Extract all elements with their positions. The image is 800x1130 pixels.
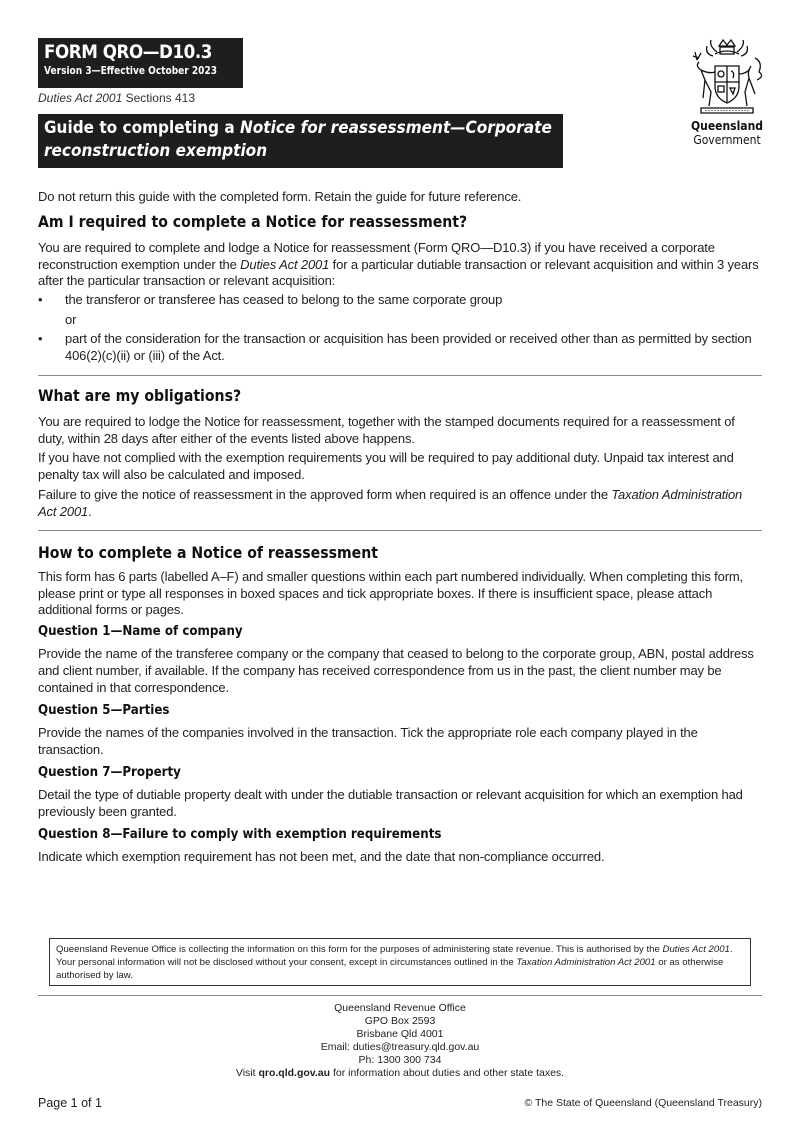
- heading-how-to-complete: How to complete a Notice of reassessment: [38, 543, 378, 562]
- bullet-marker: •: [38, 292, 43, 307]
- contact-phone: Ph: 1300 300 734: [358, 1054, 442, 1066]
- guide-title-box: [38, 114, 563, 168]
- queensland-coat-of-arms-icon: [687, 36, 767, 120]
- privacy-notice-box: Queensland Revenue Office is collecting the information on this form for the purposes of administering state revenue. This is authorised by the Duties Act 2001. Your personal information will not be disclosed without your consent, except in circumstances outlined in the Taxation Administration Act 2001 or as otherwise authorised by law.: [49, 938, 751, 986]
- act-name: Duties Act 2001: [38, 91, 123, 105]
- guide-title-line-2: reconstruction exemption: [44, 141, 268, 161]
- or-text: or: [65, 312, 77, 327]
- question-5-text: Provide the names of the companies involved in the transaction. Tick the appropriate role each company played in the transaction.: [38, 725, 698, 757]
- act-sections: Sections 413: [122, 91, 195, 105]
- contact-visit: Visit qro.qld.gov.au for information about duties and other state taxes.: [235, 1067, 565, 1079]
- contact-office: Queensland Revenue Office: [334, 1002, 466, 1014]
- question-7-text: Detail the type of dutiable property dealt with under the dutiable transaction or relevant acquisition for which an exemption had previously been granted.: [38, 787, 743, 819]
- obligations-paragraph-1: You are required to lodge the Notice for reassessment, together with the stamped documents required for a reassessment of duty, within 28 days after either of the events listed above happens.: [38, 414, 735, 446]
- heading-am-i-required: Am I required to complete a Notice for reassessment?: [38, 212, 468, 231]
- bullet-marker: •: [38, 331, 43, 346]
- how-to-paragraph: This form has 6 parts (labelled A–F) and smaller questions within each part numbered individually. When completing this form, please print or type all responses in boxed spaces and tick appropriate boxes. If there is insufficient space, please attach additional forms or pages.: [38, 569, 744, 617]
- question-8-text: Indicate which exemption requirement has not been met, and the date that non-compliance occurred.: [38, 849, 605, 864]
- contact-city: Brisbane Qld 4001: [356, 1028, 444, 1040]
- act-reference: [38, 91, 195, 105]
- footer-divider: [38, 995, 762, 996]
- contact-email[interactable]: Email: duties@treasury.qld.gov.au: [320, 1041, 480, 1053]
- section-divider: [38, 375, 762, 376]
- copyright: © The State of Queensland (Queensland Treasury): [524, 1097, 762, 1109]
- bullet-item-consideration: part of the consideration for the transaction or acquisition has been provided or received other than as permitted by section 406(2)(c)(ii) or (iii) of the Act.: [65, 331, 752, 363]
- question-1-text: Provide the name of the transferee company or the company that ceased to belong to the corporate group, ABN, postal address and client number, if available. If the company has received correspondence from us in the past, the client number may be contained in that correspondence.: [38, 646, 754, 695]
- form-code: FORM QRO—D10.3: [44, 41, 212, 63]
- form-code-box: [38, 38, 243, 88]
- page-number: Page 1 of 1: [38, 1096, 102, 1110]
- section-divider: [38, 530, 762, 531]
- website-link[interactable]: qro.qld.gov.au: [258, 1067, 331, 1079]
- heading-question-1: Question 1—Name of company: [38, 623, 243, 639]
- heading-obligations: What are my obligations?: [38, 386, 242, 405]
- heading-question-8: Question 8—Failure to comply with exemption requirements: [38, 826, 442, 842]
- obligations-paragraph-3: Failure to give the notice of reassessment in the approved form when required is an offence under the Taxation Administration Act 2001.: [38, 487, 743, 519]
- contact-block: [200, 1002, 600, 1080]
- obligations-paragraph-2: If you have not complied with the exemption requirements you will be required to pay additional duty. Unpaid tax interest and penalty tax will also be calculated and imposed.: [38, 450, 734, 482]
- guide-title-line-1: Guide to completing a Notice for reassessment—Corporate: [44, 118, 552, 138]
- form-version: Version 3—Effective October 2023: [44, 65, 218, 77]
- queensland-government-logo: [672, 36, 782, 148]
- heading-question-5: Question 5—Parties: [38, 702, 170, 718]
- intro-text: Do not return this guide with the completed form. Retain the guide for future reference.: [38, 189, 522, 204]
- contact-po-box: GPO Box 2593: [364, 1015, 436, 1027]
- bullet-item-ceased-group: the transferor or transferee has ceased to belong to the same corporate group: [65, 292, 503, 307]
- required-paragraph: You are required to complete and lodge a Notice for reassessment (Form QRO—D10.3) if you have received a corporate reconstruction exemption under the Duties Act 2001 for a particular dutiable transaction or relevant acquisition and within 3 years after the particular transaction or relevant acquisition:: [38, 240, 759, 288]
- logo-text-queensland: Queensland: [690, 119, 764, 133]
- heading-question-7: Question 7—Property: [38, 764, 181, 780]
- logo-text-government: Government: [693, 133, 761, 147]
